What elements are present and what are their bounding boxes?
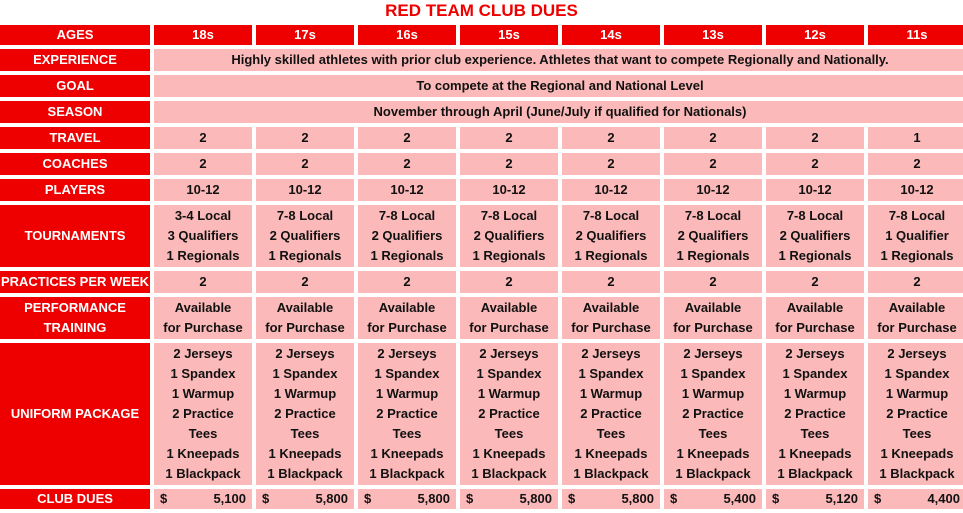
uniform-cell: 2 Jerseys 1 Spandex 1 Warmup 2 Practice Tees 1 Kneepads 1 Blackpack xyxy=(868,343,963,485)
coaches-cell: 2 xyxy=(460,153,558,175)
dues-cell xyxy=(154,489,252,509)
row-label-dues: CLUB DUES xyxy=(0,489,150,509)
dues-cell xyxy=(358,489,456,509)
age-header: 11s xyxy=(868,25,963,45)
dues-amount: 5,800 xyxy=(519,491,552,506)
players-cell: 10-12 xyxy=(358,179,456,201)
travel-cell: 2 xyxy=(766,127,864,149)
dues-cell xyxy=(460,489,558,509)
practices-cell: 2 xyxy=(766,271,864,293)
season-text: November through April (June/July if qualified for Nationals) xyxy=(154,101,963,123)
row-label-uniform: UNIFORM PACKAGE xyxy=(0,343,150,485)
dues-amount: 5,100 xyxy=(213,491,246,506)
performance-cell: Available for Purchase xyxy=(256,297,354,339)
experience-text: Highly skilled athletes with prior club experience. Athletes that want to compete Regionally and Nationally. xyxy=(154,49,963,71)
currency-symbol: $ xyxy=(568,491,576,506)
currency-symbol: $ xyxy=(772,491,780,506)
uniform-cell: 2 Jerseys 1 Spandex 1 Warmup 2 Practice Tees 1 Kneepads 1 Blackpack xyxy=(154,343,252,485)
uniform-cell: 2 Jerseys 1 Spandex 1 Warmup 2 Practice Tees 1 Kneepads 1 Blackpack xyxy=(460,343,558,485)
dues-cell xyxy=(868,489,963,509)
row-dues xyxy=(0,489,963,509)
coaches-cell: 2 xyxy=(154,153,252,175)
practices-cell: 2 xyxy=(562,271,660,293)
practices-cell: 2 xyxy=(358,271,456,293)
players-cell: 10-12 xyxy=(868,179,963,201)
row-label-performance: PERFORMANCE TRAINING xyxy=(0,297,150,339)
players-cell: 10-12 xyxy=(256,179,354,201)
practices-cell: 2 xyxy=(256,271,354,293)
goal-text: To compete at the Regional and National Level xyxy=(154,75,963,97)
performance-cell: Available for Purchase xyxy=(154,297,252,339)
travel-cell: 1 xyxy=(868,127,963,149)
performance-cell: Available for Purchase xyxy=(868,297,963,339)
practices-cell: 2 xyxy=(868,271,963,293)
page-title: RED TEAM CLUB DUES xyxy=(385,1,578,20)
row-performance xyxy=(0,297,963,339)
dues-cell xyxy=(562,489,660,509)
currency-symbol: $ xyxy=(670,491,678,506)
tournaments-cell: 3-4 Local 3 Qualifiers 1 Regionals xyxy=(154,205,252,267)
coaches-cell: 2 xyxy=(664,153,762,175)
tournaments-cell: 7-8 Local 2 Qualifiers 1 Regionals xyxy=(460,205,558,267)
players-cell: 10-12 xyxy=(766,179,864,201)
row-season xyxy=(0,101,963,123)
row-label-goal: GOAL xyxy=(0,75,150,97)
travel-cell: 2 xyxy=(460,127,558,149)
age-header: 14s xyxy=(562,25,660,45)
practices-cell: 2 xyxy=(664,271,762,293)
uniform-cell: 2 Jerseys 1 Spandex 1 Warmup 2 Practice Tees 1 Kneepads 1 Blackpack xyxy=(766,343,864,485)
tournaments-cell: 7-8 Local 2 Qualifiers 1 Regionals xyxy=(562,205,660,267)
row-label-ages: AGES xyxy=(0,25,150,45)
row-label-practices: PRACTICES PER WEEK xyxy=(0,271,150,293)
dues-amount: 5,120 xyxy=(825,491,858,506)
tournaments-cell: 7-8 Local 1 Qualifier 1 Regionals xyxy=(868,205,963,267)
currency-symbol: $ xyxy=(364,491,372,506)
tournaments-cell: 7-8 Local 2 Qualifiers 1 Regionals xyxy=(358,205,456,267)
practices-cell: 2 xyxy=(460,271,558,293)
row-players xyxy=(0,179,963,201)
dues-table xyxy=(0,21,963,513)
coaches-cell: 2 xyxy=(868,153,963,175)
performance-cell: Available for Purchase xyxy=(460,297,558,339)
age-header: 18s xyxy=(154,25,252,45)
row-practices xyxy=(0,271,963,293)
row-coaches xyxy=(0,153,963,175)
players-cell: 10-12 xyxy=(154,179,252,201)
coaches-cell: 2 xyxy=(358,153,456,175)
currency-symbol: $ xyxy=(160,491,168,506)
uniform-cell: 2 Jerseys 1 Spandex 1 Warmup 2 Practice Tees 1 Kneepads 1 Blackpack xyxy=(562,343,660,485)
performance-cell: Available for Purchase xyxy=(766,297,864,339)
dues-cell xyxy=(664,489,762,509)
currency-symbol: $ xyxy=(466,491,474,506)
row-tournaments xyxy=(0,205,963,267)
age-header: 12s xyxy=(766,25,864,45)
coaches-cell: 2 xyxy=(256,153,354,175)
row-goal xyxy=(0,75,963,97)
dues-amount: 4,400 xyxy=(927,491,960,506)
currency-symbol: $ xyxy=(262,491,270,506)
travel-cell: 2 xyxy=(562,127,660,149)
dues-amount: 5,800 xyxy=(621,491,654,506)
row-label-tournaments: TOURNAMENTS xyxy=(0,205,150,267)
row-experience xyxy=(0,49,963,71)
dues-cell xyxy=(256,489,354,509)
dues-amount: 5,400 xyxy=(723,491,756,506)
coaches-cell: 2 xyxy=(766,153,864,175)
practices-cell: 2 xyxy=(154,271,252,293)
row-ages xyxy=(0,25,963,45)
uniform-cell: 2 Jerseys 1 Spandex 1 Warmup 2 Practice Tees 1 Kneepads 1 Blackpack xyxy=(256,343,354,485)
travel-cell: 2 xyxy=(664,127,762,149)
players-cell: 10-12 xyxy=(562,179,660,201)
dues-amount: 5,800 xyxy=(417,491,450,506)
age-header: 16s xyxy=(358,25,456,45)
row-label-experience: EXPERIENCE xyxy=(0,49,150,71)
uniform-cell: 2 Jerseys 1 Spandex 1 Warmup 2 Practice Tees 1 Kneepads 1 Blackpack xyxy=(358,343,456,485)
age-header: 15s xyxy=(460,25,558,45)
tournaments-cell: 7-8 Local 2 Qualifiers 1 Regionals xyxy=(766,205,864,267)
row-label-travel: TRAVEL xyxy=(0,127,150,149)
currency-symbol: $ xyxy=(874,491,882,506)
coaches-cell: 2 xyxy=(562,153,660,175)
travel-cell: 2 xyxy=(256,127,354,149)
row-uniform xyxy=(0,343,963,485)
performance-cell: Available for Purchase xyxy=(562,297,660,339)
tournaments-cell: 7-8 Local 2 Qualifiers 1 Regionals xyxy=(664,205,762,267)
uniform-cell: 2 Jerseys 1 Spandex 1 Warmup 2 Practice Tees 1 Kneepads 1 Blackpack xyxy=(664,343,762,485)
performance-cell: Available for Purchase xyxy=(358,297,456,339)
row-label-season: SEASON xyxy=(0,101,150,123)
travel-cell: 2 xyxy=(154,127,252,149)
age-header: 13s xyxy=(664,25,762,45)
row-label-players: PLAYERS xyxy=(0,179,150,201)
performance-cell: Available for Purchase xyxy=(664,297,762,339)
players-cell: 10-12 xyxy=(664,179,762,201)
row-label-coaches: COACHES xyxy=(0,153,150,175)
players-cell: 10-12 xyxy=(460,179,558,201)
age-header: 17s xyxy=(256,25,354,45)
dues-cell xyxy=(766,489,864,509)
travel-cell: 2 xyxy=(358,127,456,149)
row-travel xyxy=(0,127,963,149)
tournaments-cell: 7-8 Local 2 Qualifiers 1 Regionals xyxy=(256,205,354,267)
dues-amount: 5,800 xyxy=(315,491,348,506)
